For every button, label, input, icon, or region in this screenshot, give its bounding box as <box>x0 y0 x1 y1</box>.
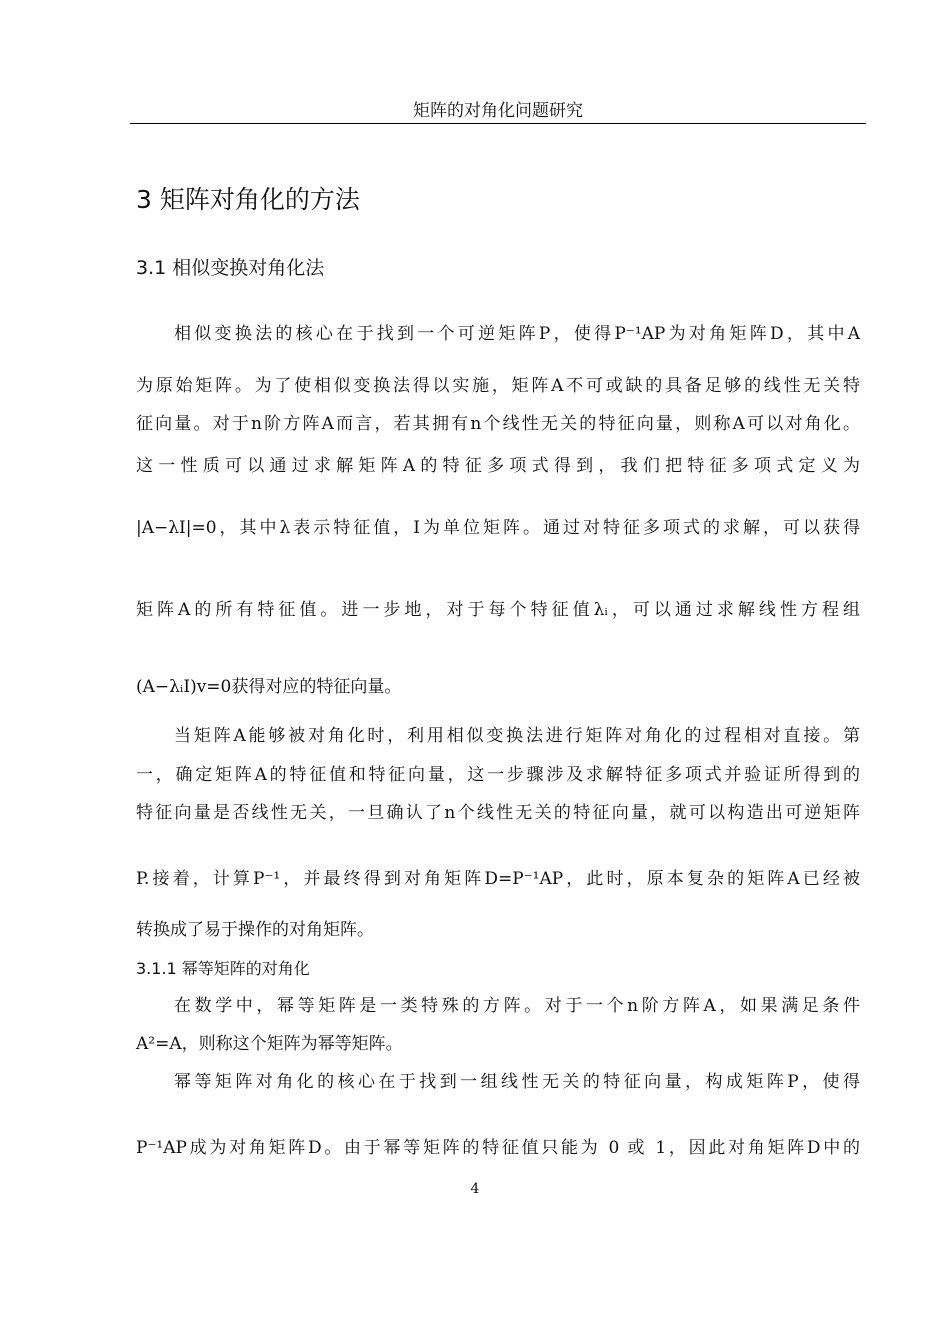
paragraph-line: 征向量。对于n阶方阵A而言，若其拥有n个线性无关的特征向量，则称A可以对角化。 <box>136 414 860 434</box>
paragraph-line: P.接着，计算P⁻¹，并最终得到对角矩阵D=P⁻¹AP，此时，原本复杂的矩阵A已经被 <box>136 869 860 889</box>
paragraph-line: 当矩阵A能够被对角化时，利用相似变换法进行矩阵对角化的过程相对直接。第 <box>174 726 860 746</box>
paragraph-line: 幂等矩阵对角化的核心在于找到一组线性无关的特征向量，构成矩阵P，使得 <box>174 1072 860 1092</box>
running-header: 矩阵的对角化问题研究 <box>413 101 583 121</box>
paragraph-line: 矩阵A的所有特征值。进一步地，对于每个特征值λᵢ，可以通过求解线性方程组 <box>136 600 860 620</box>
paragraph-line: 转换成了易于操作的对角矩阵。 <box>136 920 374 940</box>
paragraph-line: 在数学中，幂等矩阵是一类特殊的方阵。对于一个n阶方阵A，如果满足条件 <box>174 996 860 1016</box>
paragraph-line: 相似变换法的核心在于找到一个可逆矩阵P，使得P⁻¹AP为对角矩阵D，其中A <box>174 324 860 344</box>
paragraph-line: 一，确定矩阵A的特征值和特征向量，这一步骤涉及求解特征多项式并验证所得到的 <box>136 765 860 785</box>
page-number: 4 <box>470 1181 480 1197</box>
paragraph-line: 这一性质可以通过求解矩阵A的特征多项式得到，我们把特征多项式定义为 <box>136 456 860 476</box>
paragraph-line: 为原始矩阵。为了使相似变换法得以实施，矩阵A不可或缺的具备足够的线性无关特 <box>136 376 860 396</box>
subsection-title: 3.1 相似变换对角化法 <box>136 257 325 279</box>
section-title: 3 矩阵对角化的方法 <box>136 185 360 214</box>
header-rule <box>130 123 866 124</box>
paragraph-line: |A−λI|=0，其中λ表示特征值，I为单位矩阵。通过对特征多项式的求解，可以获得 <box>136 518 860 538</box>
paragraph-line: A²=A，则称这个矩阵为幂等矩阵。 <box>136 1034 403 1054</box>
subsubsection-title: 3.1.1 幂等矩阵的对角化 <box>136 959 310 978</box>
paragraph-line: 特征向量是否线性无关，一旦确认了n个线性无关的特征向量，就可以构造出可逆矩阵 <box>136 803 860 823</box>
paragraph-line: (A−λᵢI)v=0获得对应的特征向量。 <box>136 677 402 697</box>
paragraph-line: P⁻¹AP成为对角矩阵D。由于幂等矩阵的特征值只能为 0 或 1，因此对角矩阵D中的 <box>136 1138 860 1158</box>
